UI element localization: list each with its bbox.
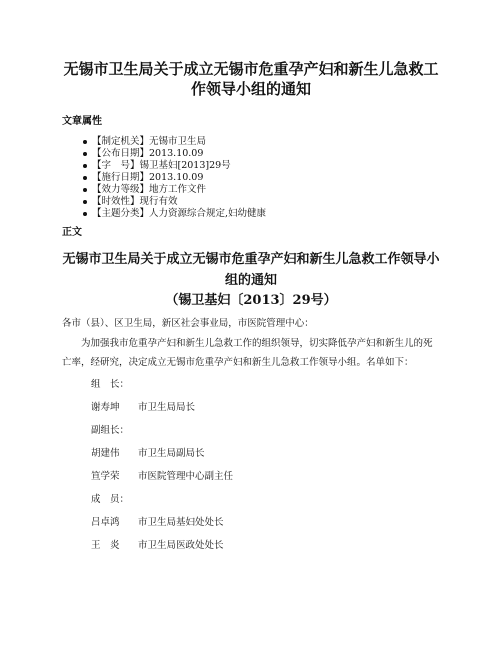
document-title: 无锡市卫生局关于成立无锡市危重孕产妇和新生儿急救工作领导小组的通知 — [63, 60, 439, 98]
roster-role: 市卫生局基妇处处长 — [138, 516, 224, 528]
roster-name: 副组长： — [91, 424, 130, 436]
intro-paragraph: 为加强我市危重孕产妇和新生儿急救工作的组织领导，切实降低孕产妇和新生儿的死亡率，经研究，决定成立无锡市危重孕产妇和新生儿急救工作领导小组。名单如下： — [62, 337, 433, 368]
meta-item: 【效力等级】地方工作文件 — [92, 184, 440, 196]
meta-item: 【施行日期】2013.10.09 — [92, 172, 440, 184]
roster-row — [62, 396, 440, 419]
bullet-icon — [83, 164, 87, 168]
roster — [62, 373, 440, 557]
roster-name: 谢寿坤 — [91, 401, 120, 413]
bullet-icon — [83, 140, 87, 144]
roster-row — [62, 442, 440, 465]
roster-row — [62, 534, 440, 557]
bullet-icon — [83, 212, 87, 216]
meta-item: 【时效性】现行有效 — [92, 196, 440, 208]
meta-item: 【字 号】锡卫基妇[2013]29号 — [92, 160, 440, 172]
meta-item: 【主题分类】人力资源综合规定,妇幼健康 — [92, 208, 440, 220]
roster-role: 市卫生局局长 — [138, 401, 196, 413]
roster-row — [62, 465, 440, 488]
meta-item: 【制定机关】无锡市卫生局 — [92, 136, 440, 148]
roster-row — [62, 511, 440, 534]
roster-role: 市卫生局副局长 — [138, 447, 205, 459]
bullet-icon — [83, 200, 87, 204]
bullet-icon — [83, 176, 87, 180]
meta-list — [62, 136, 440, 220]
bullet-icon — [83, 188, 87, 192]
article-title: 无锡市卫生局关于成立无锡市危重孕产妇和新生儿急救工作领导小组的通知 — [62, 252, 440, 288]
roster-role: 市医院管理中心副主任 — [138, 470, 234, 482]
addressee: 各市（县）、区卫生局，新区社会事业局，市医院管理中心： — [62, 318, 314, 329]
document-number: （锡卫基妇〔2013〕29号） — [165, 293, 337, 308]
roster-name: 胡建伟 — [91, 447, 120, 459]
roster-name: 笪学荣 — [91, 470, 120, 482]
roster-name: 组 长： — [91, 378, 130, 390]
roster-name: 成 员： — [91, 493, 130, 505]
roster-name: 王 炎 — [91, 539, 120, 551]
roster-row — [62, 419, 440, 442]
meta-item: 【公布日期】2013.10.09 — [92, 148, 440, 160]
meta-heading: 文章属性 — [62, 116, 102, 127]
roster-role: 市卫生局医政处处长 — [138, 539, 224, 551]
roster-row — [62, 373, 440, 396]
bullet-icon — [83, 152, 87, 156]
body-heading: 正文 — [62, 227, 82, 238]
roster-row — [62, 488, 440, 511]
roster-name: 吕卓鸿 — [91, 516, 120, 528]
